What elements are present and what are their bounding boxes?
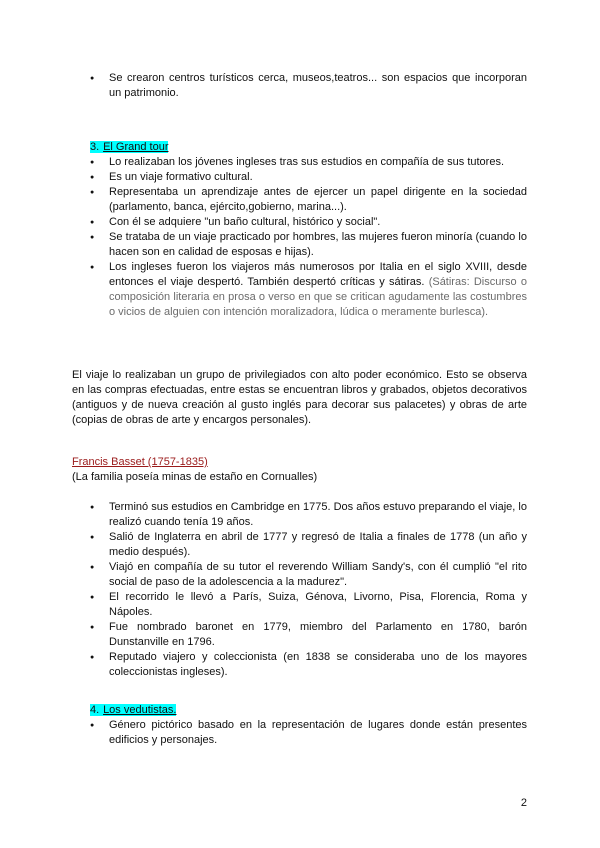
list-item: ● Género pictórico basado en la representación de lugares donde están presentes edificios y personajes. [90, 718, 527, 748]
list-item: ● Con él se adquiere "un baño cultural, histórico y social". [90, 215, 527, 230]
list-item: ● Reputado viajero y coleccionista (en 1838 se consideraba uno de los mayores coleccionistas ingleses). [90, 650, 527, 680]
list-item: ● Lo realizaban los jóvenes ingleses tras sus estudios en compañía de sus tutores. [90, 155, 527, 170]
list-item: ● El recorrido le llevó a París, Suiza, Génova, Livorno, Pisa, Florencia, Roma y Nápoles. [90, 590, 527, 620]
satire-note: (Sátiras: Discurso o composición literaria en prosa o verso en que se critican agudamente las costumbres o vicios de alguien con intención moralizadora, lúdica o meramente burlesca). [109, 276, 527, 318]
list-item: ● Terminó sus estudios en Cambridge en 1775. Dos años estuvo preparando el viaje, lo realizó cuando tenía 19 años. [90, 500, 527, 530]
body-paragraph: El viaje lo realizaban un grupo de privilegiados con alto poder económico. Esto se observa en las compras efectuadas, entre estas se encuentran libros y grabados, objetos decorativos (antiguos y de nueva creación al gusto inglés para decorar sus palacetes) y obras de arte (copias de obras de arte y encargos personales). [72, 369, 527, 426]
section-3-heading [90, 140, 168, 155]
section-4-heading [90, 703, 176, 718]
section-4-title: Los vedutistas. [103, 704, 177, 716]
section-4-number: 4. [90, 704, 100, 716]
list-item-text: Los ingleses fueron los viajeros más numerosos por Italia en el siglo XVIII, desde entonces el viaje despertó. También despertó críticas y sátiras. [109, 261, 527, 288]
section-4-bullet-list [90, 718, 527, 748]
section-4-highlight [90, 704, 176, 716]
list-item: ● Fue nombrado baronet en 1779, miembro del Parlamento en 1780, barón Dunstanville en 1796. [90, 620, 527, 650]
basset-title [72, 455, 208, 470]
list-item: ● Es un viaje formativo cultural. [90, 170, 527, 185]
list-item: ● Viajó en compañía de su tutor el reverendo William Sandy's, con él cumplió "el rito social de paso de la adolescencia a la madurez". [90, 560, 527, 590]
section-3-title: El Grand tour [103, 141, 169, 153]
list-item: ● Representaba un aprendizaje antes de ejercer un papel dirigente en la sociedad (parlamento, banca, ejército,gobierno, marina...). [90, 185, 527, 215]
basset-title-link[interactable]: Francis Basset (1757-1835) [72, 456, 208, 468]
intro-bullet-list [90, 71, 527, 101]
page-number: 2 [520, 797, 527, 809]
list-item: ● Se crearon centros turísticos cerca, museos,teatros... son espacios que incorporan un patrimonio. [90, 71, 527, 101]
list-item: ● Salió de Inglaterra en abril de 1777 y regresó de Italia a finales de 1778 (un año y medio después). [90, 530, 527, 560]
basset-bullet-list [90, 500, 527, 680]
section-3-highlight [90, 141, 168, 153]
list-item: ● Se trataba de un viaje practicado por hombres, las mujeres fueron minoría (cuando lo hacen son en calidad de esposas e hijas). [90, 230, 527, 260]
list-item [90, 260, 527, 320]
section-3-number: 3. [90, 141, 100, 153]
section-3-bullet-list [90, 155, 527, 320]
basset-subtitle: (La familia poseía minas de estaño en Cornualles) [72, 471, 318, 483]
